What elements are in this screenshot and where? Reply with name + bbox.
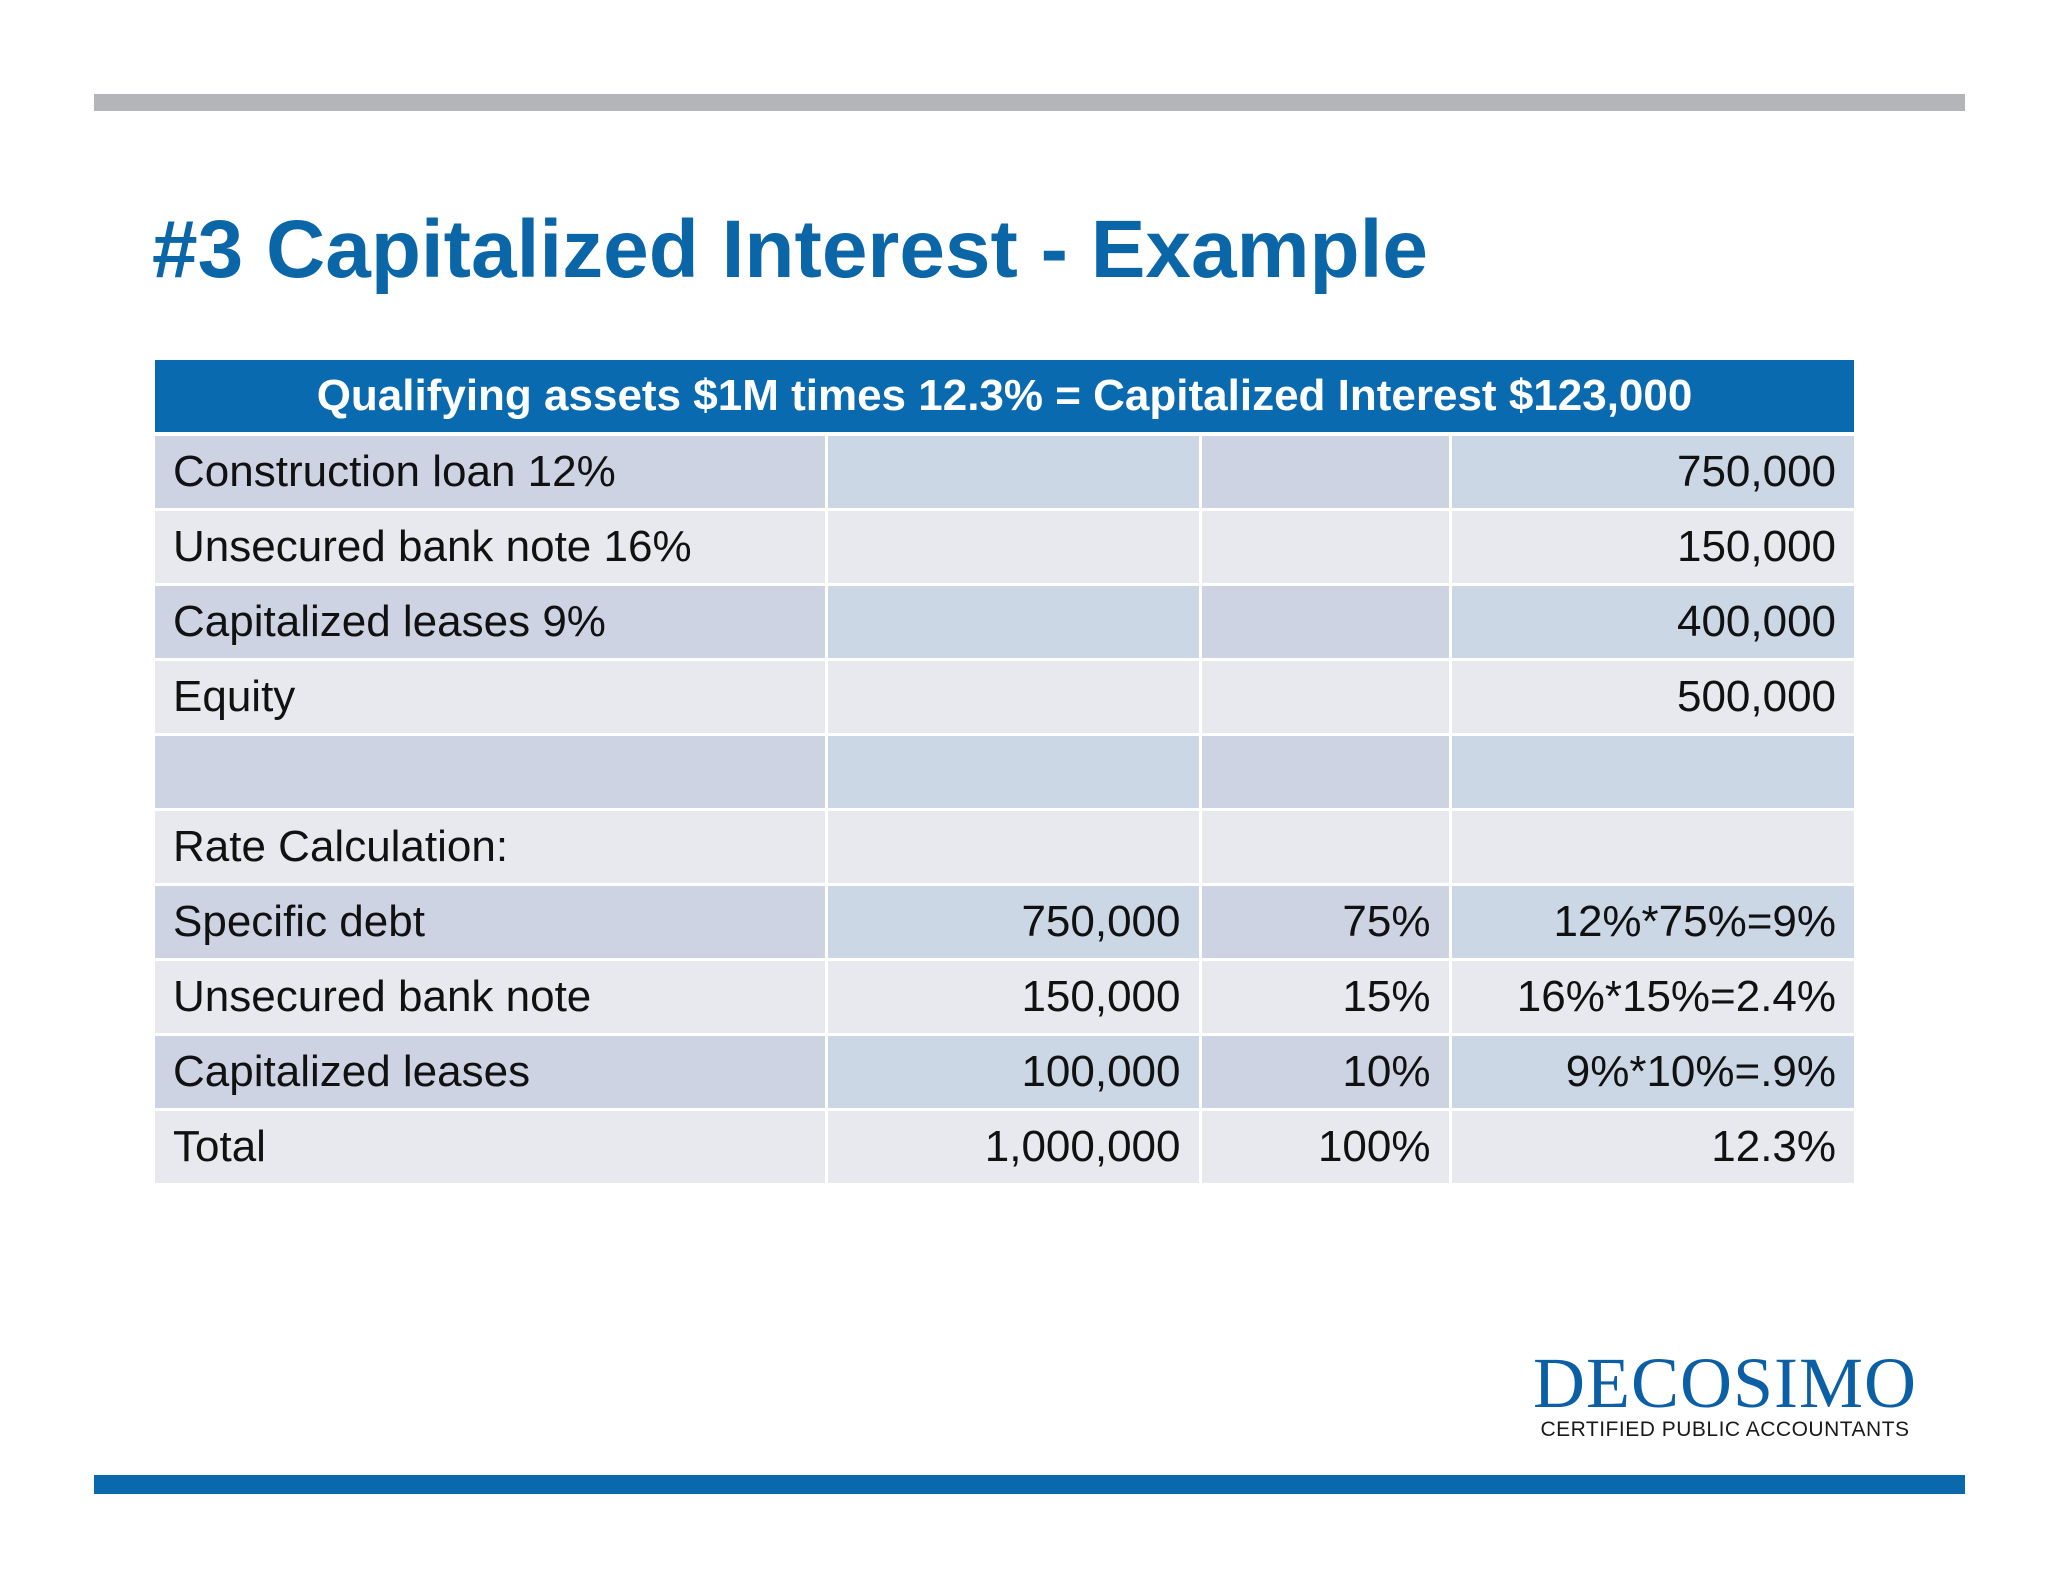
- logo-tagline: CERTIFIED PUBLIC ACCOUNTANTS: [1540, 1418, 1910, 1441]
- row-percent: [1200, 735, 1450, 810]
- row-percent: [1200, 660, 1450, 735]
- table-header: Qualifying assets $1M times 12.3% = Capitalized Interest $123,000: [155, 360, 1854, 434]
- row-amount: 100,000: [826, 1035, 1200, 1110]
- row-amount: [826, 585, 1200, 660]
- row-amount: [826, 510, 1200, 585]
- row-label: Equity: [155, 660, 826, 735]
- row-value: 500,000: [1450, 660, 1854, 735]
- row-percent: 15%: [1200, 960, 1450, 1035]
- row-percent: [1200, 585, 1450, 660]
- row-value: 9%*10%=.9%: [1450, 1035, 1854, 1110]
- logo-name: DECOSIMO: [1532, 1343, 1918, 1423]
- row-amount: 750,000: [826, 885, 1200, 960]
- row-value: [1450, 810, 1854, 885]
- row-percent: 10%: [1200, 1035, 1450, 1110]
- table-row: [155, 510, 1854, 585]
- table-row: [155, 434, 1854, 510]
- table-row: [155, 735, 1854, 810]
- row-value: 16%*15%=2.4%: [1450, 960, 1854, 1035]
- table-row: [155, 810, 1854, 885]
- row-percent: [1200, 810, 1450, 885]
- table-row-total: [155, 1110, 1854, 1185]
- row-label: Rate Calculation:: [155, 810, 826, 885]
- row-amount: 1,000,000: [826, 1110, 1200, 1185]
- row-percent: 100%: [1200, 1110, 1450, 1185]
- row-percent: [1200, 510, 1450, 585]
- table-row: [155, 660, 1854, 735]
- row-label: [155, 735, 826, 810]
- row-label: Specific debt: [155, 885, 826, 960]
- row-percent: [1200, 434, 1450, 510]
- row-label: Capitalized leases: [155, 1035, 826, 1110]
- page-title: #3 Capitalized Interest - Example: [152, 204, 1429, 295]
- row-value: 150,000: [1450, 510, 1854, 585]
- decosimo-logo: [1530, 1343, 1920, 1442]
- row-amount: 150,000: [826, 960, 1200, 1035]
- row-value: 12%*75%=9%: [1450, 885, 1854, 960]
- row-percent: 75%: [1200, 885, 1450, 960]
- row-label: Unsecured bank note: [155, 960, 826, 1035]
- table-row: [155, 960, 1854, 1035]
- row-label: Total: [155, 1110, 826, 1185]
- table-row: [155, 1035, 1854, 1110]
- row-label: Unsecured bank note 16%: [155, 510, 826, 585]
- table-row: [155, 885, 1854, 960]
- row-amount: [826, 434, 1200, 510]
- row-amount: [826, 810, 1200, 885]
- row-label: Construction loan 12%: [155, 434, 826, 510]
- table-header-row: [155, 360, 1854, 434]
- row-label: Capitalized leases 9%: [155, 585, 826, 660]
- capitalized-interest-table: [155, 360, 1854, 1186]
- top-divider: [94, 94, 1965, 111]
- bottom-divider: [94, 1475, 1965, 1494]
- row-value: 400,000: [1450, 585, 1854, 660]
- row-value: 12.3%: [1450, 1110, 1854, 1185]
- row-amount: [826, 735, 1200, 810]
- row-value: [1450, 735, 1854, 810]
- row-value: 750,000: [1450, 434, 1854, 510]
- table-row: [155, 585, 1854, 660]
- row-amount: [826, 660, 1200, 735]
